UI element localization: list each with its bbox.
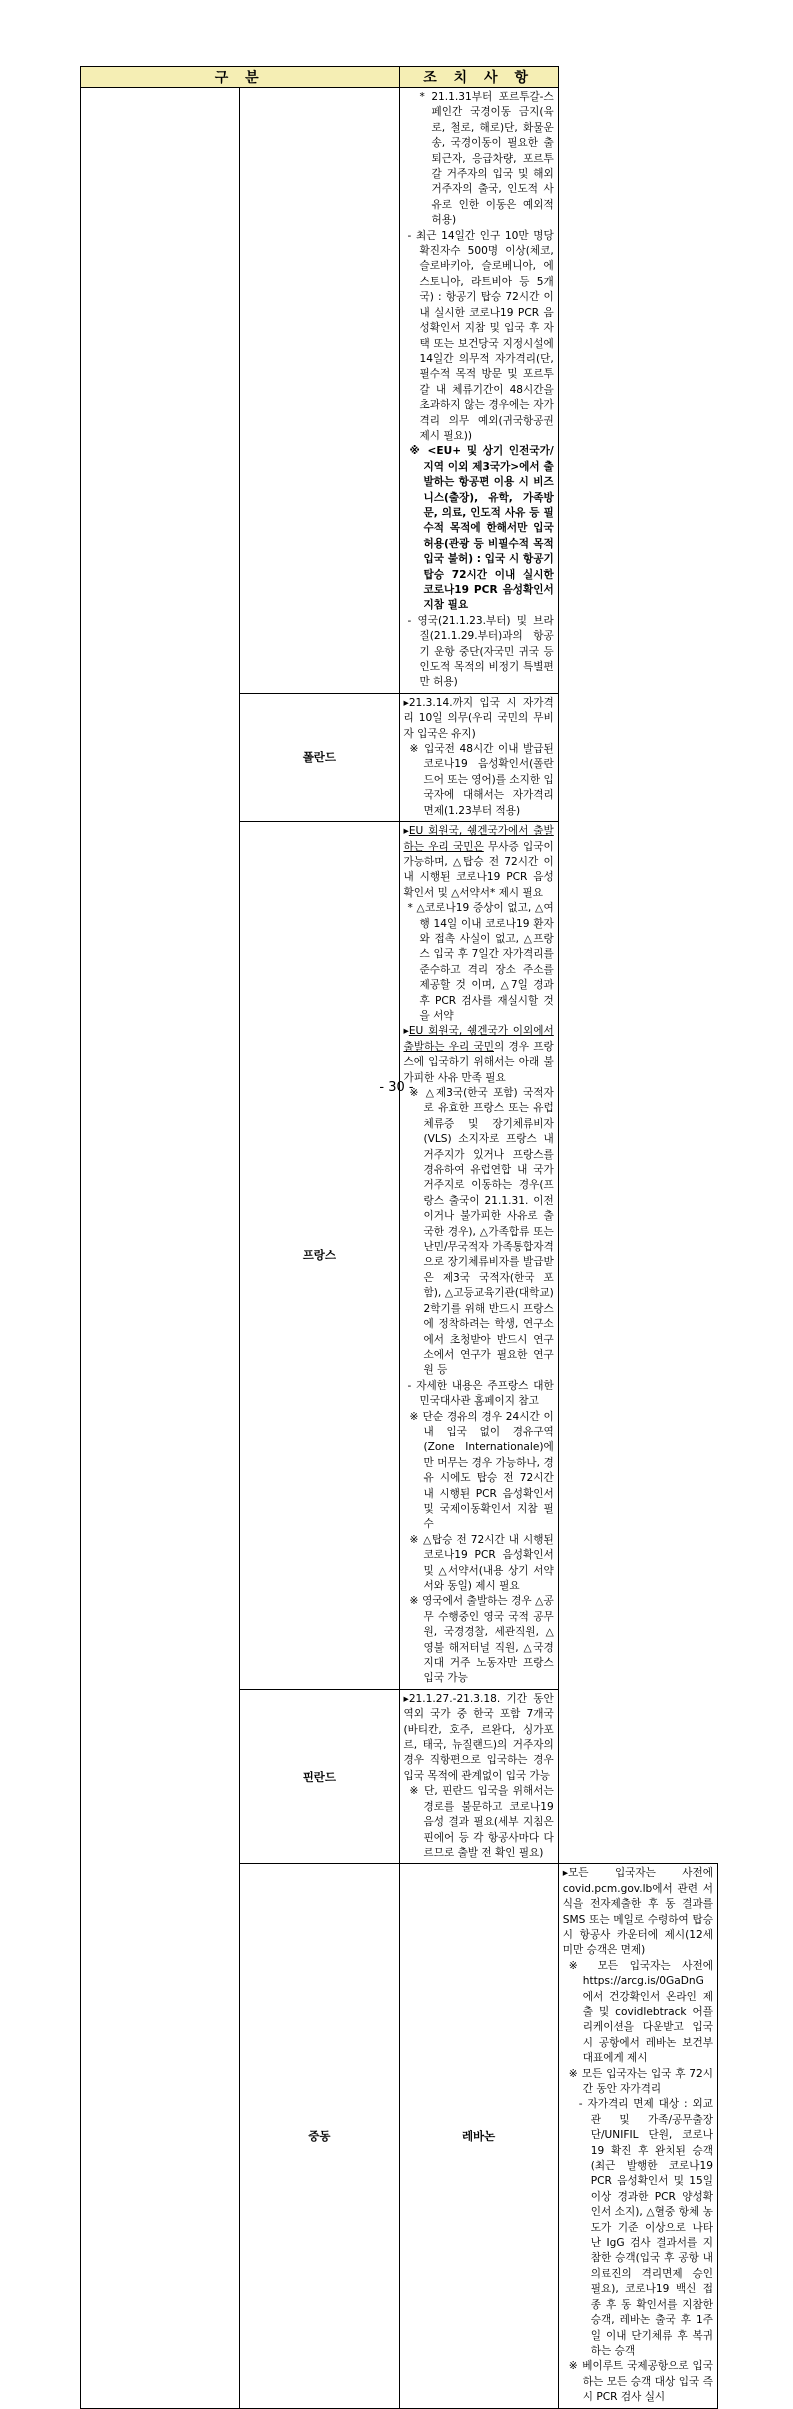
france-line-5: - 자세한 내용은 주프랑스 대한민국대사관 홈페이지 참고 bbox=[407, 1379, 554, 1408]
bullet-marker: ▸ bbox=[403, 1025, 409, 1038]
bullet-marker: ▸ bbox=[403, 825, 409, 838]
france-line-1 bbox=[404, 824, 554, 901]
poland-line-1: ▸21.3.14.까지 입국 시 자가격리 10일 의무(우리 국민의 무비자 입국은 유지) bbox=[403, 696, 554, 740]
france-line-3-underlined: EU 회원국, 쉥겐국가 이외에서 출발하는 우리 국민 bbox=[403, 1025, 554, 1053]
page-number: - 30 - bbox=[379, 1080, 414, 1095]
france-line-8: ※ 영국에서 출발하는 경우 △공무 수행중인 영국 국적 공무원, 국경경찰, 세관직원, △영불 해저터널 직원, △국경지대 거주 노동자만 프랑스 입국 가능 bbox=[409, 1595, 554, 1685]
france-line-2: * △코로나19 증상이 없고, △여행 14일 이내 코로나19 환자와 접촉 사실이 없고, △프랑스 입국 후 7일간 자가격리를 준수하고 격리 장소 주소를 제공할 것 이며, △7일 경과 후 PCR 검사를 재실시할 것을 서약 bbox=[407, 902, 554, 1022]
lebanon-line-2: ※ 모든 입국자는 사전에 https://arcg.is/0GaDnG에서 건강확인서 온라인 제출 및 covidlebtrack 어플리케이션을 다운받고 입국 시 공항에서 레바논 보건부 대표에게 제시 bbox=[568, 1959, 713, 2065]
table-row-portugal-continued bbox=[81, 88, 718, 694]
country-cell-empty bbox=[240, 88, 399, 694]
france-line-7: ※ △탑승 전 72시간 내 시행된 코로나19 PCR 음성확인서 및 △서약서(내용 상기 서약서와 동일) 제시 필요 bbox=[409, 1533, 554, 1592]
measures-cell-poland bbox=[399, 693, 558, 821]
country-france: 프랑스 bbox=[240, 822, 399, 1690]
country-lebanon: 레바논 bbox=[399, 1864, 558, 2408]
finland-line-2: ※ 단, 핀란드 입국을 위해서는 경로를 불문하고 코로나19 음성 결과 필요(세부 지침은 핀에어 등 각 항공사마다 다르므로 출발 전 확인 필요) bbox=[409, 1785, 554, 1859]
measures-cell-finland bbox=[399, 1689, 558, 1863]
measures-cell-lebanon bbox=[558, 1864, 717, 2408]
header-measures: 조 치 사 항 bbox=[399, 67, 558, 88]
lebanon-line-3: ※ 모든 입국자는 입국 후 72시간 동안 자가격리 bbox=[568, 2067, 713, 2095]
region-cell-europe bbox=[81, 88, 240, 2409]
portugal-line-1: * 21.1.31부터 포르투갈-스페인간 국경이동 금지(육로, 철로, 해로)단, 화물운송, 국경이동이 필요한 출퇴근자, 응급차량, 포르투갈 거주자의 입국 및 해외거주자의 출국, 인도적 사유로 인한 이동은 예외적 허용) bbox=[419, 91, 554, 227]
table-header-row bbox=[81, 67, 718, 88]
france-line-1-underlined: EU 회원국, 쉥겐국가에서 출발하는 우리 국민은 bbox=[403, 825, 554, 853]
france-line-1-rest: 무사증 입국이 가능하며, △탑승 전 72시간 이내 시행된 코로나19 PCR 음성확인서 및 △서약서* 제시 필요 bbox=[403, 840, 554, 899]
country-poland: 폴란드 bbox=[240, 693, 399, 821]
france-line-3-rest: 의 경우 프랑스에 입국하기 위해서는 아래 불가피한 사유 만족 필요 bbox=[403, 1040, 554, 1084]
poland-line-2: ※ 입국전 48시간 이내 발급된 코로나19 음성확인서(폴란드어 또는 영어)를 소지한 입국자에 대해서는 자가격리 면제(1.23부터 적용) bbox=[409, 743, 554, 817]
country-finland: 핀란드 bbox=[240, 1689, 399, 1863]
france-line-3 bbox=[404, 1024, 554, 1086]
measures-cell-portugal bbox=[399, 88, 558, 694]
france-line-6: ※ 단순 경유의 경우 24시간 이내 입국 없이 경유구역(Zone Internationale)에만 머무는 경우 가능하나, 경유 시에도 탑승 전 72시간 내 시행된 PCR 음성확인서 및 국제이동확인서 지참 필수 bbox=[409, 1410, 554, 1531]
region-middle-east: 중동 bbox=[240, 1864, 399, 2408]
portugal-line-4: - 영국(21.1.23.부터) 및 브라질(21.1.29.부터)과의 항공기 운항 중단(자국민 귀국 등 인도적 목적의 비정기 특별편만 허용) bbox=[407, 614, 554, 689]
lebanon-line-5: ※ 베이루트 국제공항으로 입국하는 모든 승객 대상 입국 즉시 PCR 검사 실시 bbox=[568, 2360, 713, 2404]
lebanon-line-4: - 자가격리 면제 대상 : 외교관 및 가족/공무출장단/UNIFIL 단원, 코로나19 확진 후 완치된 승객(최근 발행한 코로나19 PCR 음성확인서 및 15일 이상 경과한 PCR 양성확인서 소지), △혈중 항체 농도가 기준 이상으로 나타난 IgG 검사 결과서를 지참한 승객(입국 후 공항 내 의료진의 격리면제 승인 필요), 코로나19 백신 접종 후 동 확인서를 지참한 승객, 레바논 출국 후 1주일 이내 단기체류 후 복귀하는 승객 bbox=[578, 2098, 713, 2357]
measures-cell-france bbox=[399, 822, 558, 1690]
header-category: 구 분 bbox=[81, 67, 400, 88]
portugal-line-3: ※ <EU+ 및 상기 인전국가/지역 이외 제3국가>에서 출발하는 항공편 이용 시 비즈니스(출장), 유학, 가족방문, 의료, 인도적 사유 등 필수적 목적에 한해서만 입국허용(관광 등 비필수적 목적 입국 불허) : 입국 시 항공기 탑승 72시간 이내 실시한 코로나19 PCR 음성확인서 지참 필요 bbox=[409, 445, 554, 612]
france-line-4: ※ △제3국(한국 포함) 국적자로 유효한 프랑스 또는 유럽 체류증 및 장기체류비자(VLS) 소지자로 프랑스 내 거주지가 있거나 프랑스를 경유하여 유럽연합 내 국가 거주지로 이동하는 경우(프랑스 출국이 21.1.31. 이전이거나 불가피한 사유로 출국한 경우), △가족합류 또는 난민/무국적자 가족통합자격으로 장기체류비자를 발급받은 제3국 국적자(한국 포함), △고등교육기관(대학교) 2학기를 위해 반드시 프랑스에 정착하려는 학생, 연구소에서 초청받아 반드시 연구소에서 연구가 필요한 연구원 등 bbox=[409, 1087, 554, 1377]
measures-table bbox=[80, 66, 718, 2409]
finland-line-1: ▸21.1.27.-21.3.18. 기간 동안 역외 국가 중 한국 포함 7개국(바티칸, 호주, 르완다, 싱가포르, 태국, 뉴질랜드)의 거주자의 경우 직항편으로 입국하는 경우 입국 목적에 관계없이 입국 가능 bbox=[403, 1692, 554, 1782]
lebanon-line-1: ▸모든 입국자는 사전에 covid.pcm.gov.lb에서 관련 서식을 전자제출한 후 동 결과를 SMS 또는 메일로 수령하여 탑승 시 항공사 카운터에 제시(12세 미만 승객은 면제) bbox=[562, 1867, 713, 1957]
portugal-line-2: - 최근 14일간 인구 10만 명당 확진자수 500명 이상(체코, 슬로바키아, 슬로베니아, 에스토니아, 라트비아 등 5개국) : 항공기 탑승 72시간 이내 실시한 코로나19 PCR 음성확인서 지참 및 입국 후 자택 또는 보건당국 지정시설에 14일간 의무적 자가격리(단, 필수적 목적 방문 및 포르투갈 내 체류기간이 48시간을 초과하지 않는 경우에는 자가격리 의무 예외(귀국항공권 제시 필요)) bbox=[407, 229, 554, 442]
